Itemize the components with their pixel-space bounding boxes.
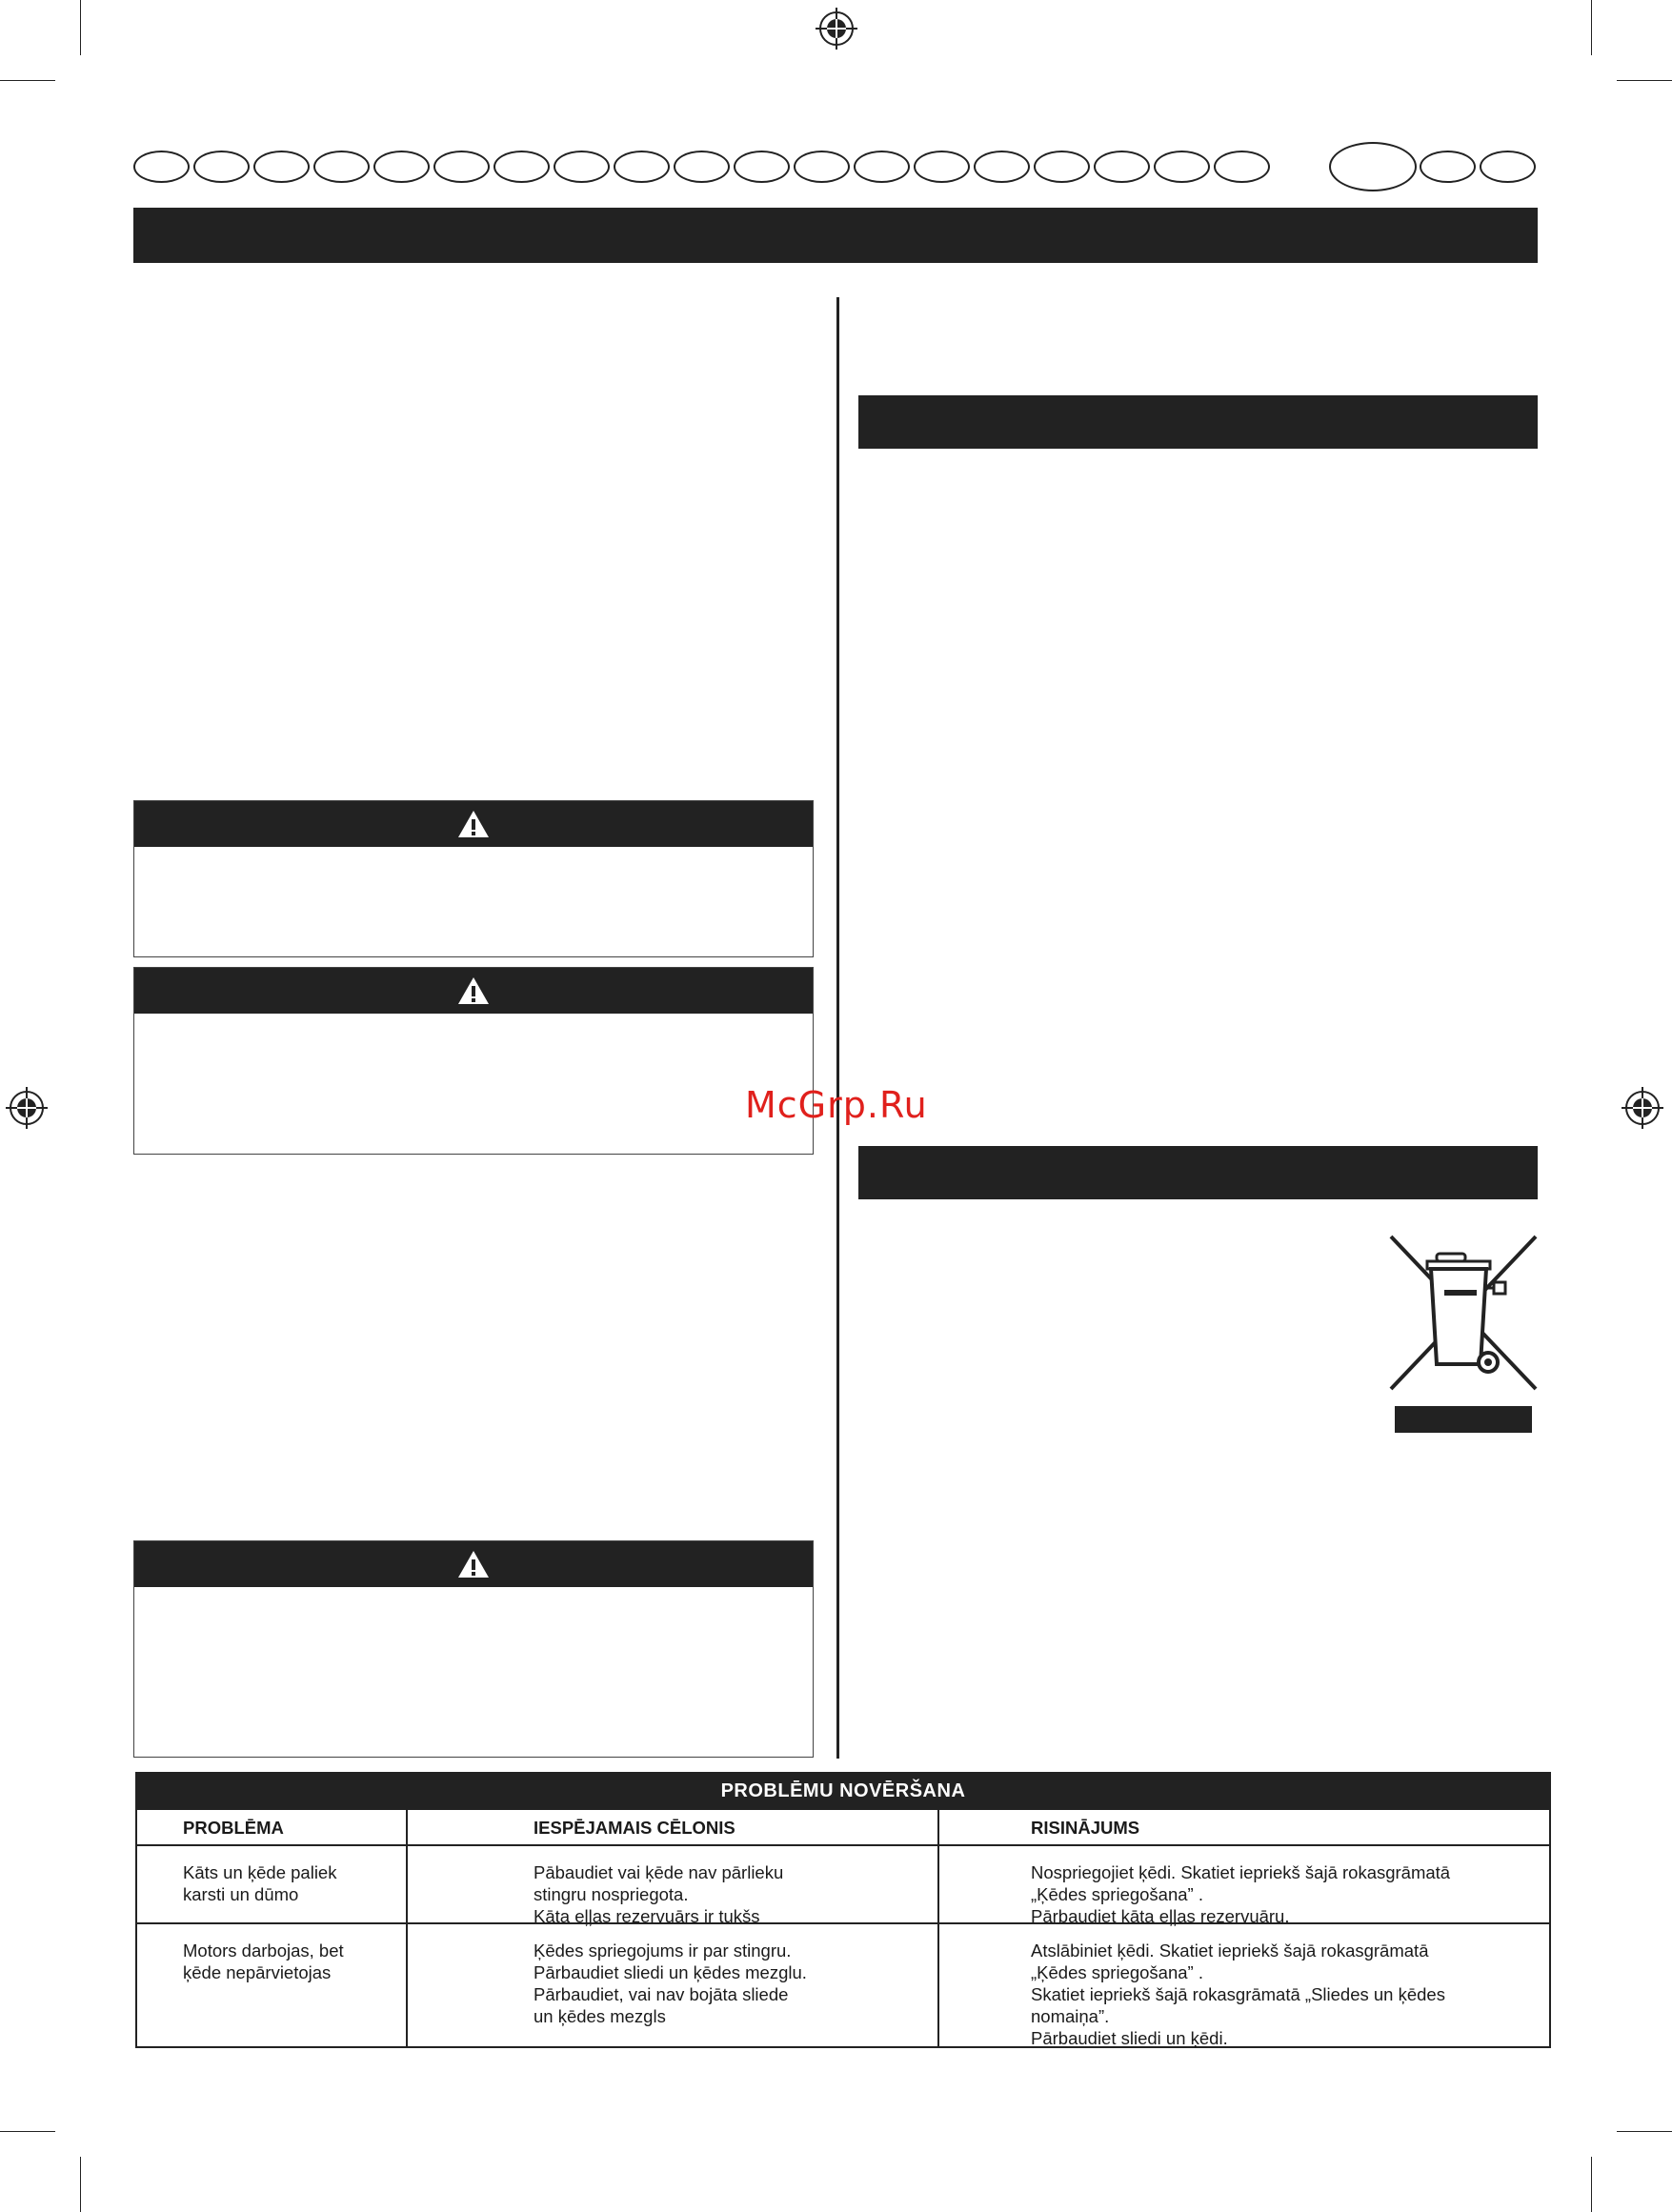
column-header-solution: RISINĀJUMS — [937, 1810, 1549, 1844]
warning-triangle-icon — [456, 1549, 491, 1579]
cell-line: karsti un dūmo — [183, 1884, 299, 1904]
cell-line: Pārbaudiet kāta eļļas rezervuāru. — [1031, 1906, 1290, 1926]
language-tab[interactable] — [974, 151, 1030, 183]
registration-mark-icon — [6, 1087, 48, 1129]
crop-mark — [1591, 0, 1592, 55]
table-row — [137, 1922, 1549, 2046]
cell-line: ķēde nepārvietojas — [183, 1962, 332, 1982]
solution-cell — [937, 1846, 1549, 1926]
crop-mark — [0, 2131, 55, 2132]
cell-line: un ķēdes mezgls — [534, 2006, 666, 2026]
warning-header — [134, 968, 813, 1014]
problem-cell — [137, 1846, 406, 1922]
warning-header — [134, 801, 813, 847]
crop-mark — [1617, 2131, 1672, 2132]
problem-cell — [137, 1924, 406, 2046]
warning-header — [134, 1541, 813, 1587]
column-divider — [836, 297, 839, 1759]
language-tab[interactable] — [433, 151, 490, 183]
cell-line: Kāta eļļas rezervuārs ir tukšs — [534, 1906, 760, 1926]
crossed-out-wheelie-bin-icon — [1389, 1235, 1538, 1437]
cell-line: „Ķēdes spriegošana” . — [1031, 1884, 1203, 1904]
cell-line: „Ķēdes spriegošana” . — [1031, 1962, 1203, 1982]
language-tabs — [133, 149, 1540, 187]
cell-line: Ķēdes spriegojums ir par stingru. — [534, 1941, 792, 1961]
column-header-problem: PROBLĒMA — [183, 1817, 284, 1838]
language-tab[interactable] — [313, 151, 370, 183]
registration-mark-icon — [816, 8, 857, 50]
cell-line: Pārbaudiet sliedi un ķēdes mezglu. — [534, 1962, 807, 1982]
section-header-bar — [858, 395, 1538, 449]
crop-mark — [80, 0, 81, 55]
language-tab[interactable] — [1154, 151, 1210, 183]
cell-line: Nospriegojiet ķēdi. Skatiet iepriekš šajā rokasgrāmatā — [1031, 1862, 1451, 1882]
language-tab[interactable] — [614, 151, 670, 183]
page-header-bar — [133, 208, 1538, 263]
language-tab[interactable] — [1214, 151, 1270, 183]
language-tab[interactable] — [193, 151, 250, 183]
table-row — [137, 1844, 1549, 1926]
column-header-cause: IESPĒJAMAIS CĒLONIS — [406, 1810, 937, 1844]
watermark: McGrp.Ru — [745, 1084, 928, 1126]
cell-line: Atslābiniet ķēdi. Skatiet iepriekš šajā rokasgrāmatā — [1031, 1941, 1429, 1961]
language-tab[interactable] — [373, 151, 430, 183]
cell-line: Skatiet iepriekš šajā rokasgrāmatā „Sliedes un ķēdes — [1031, 1984, 1445, 2004]
crop-mark — [1617, 80, 1672, 81]
language-tab[interactable] — [1480, 151, 1536, 183]
language-tab[interactable] — [734, 151, 790, 183]
warning-box — [133, 800, 814, 957]
warning-triangle-icon — [456, 809, 491, 839]
cell-line: nomaiņa”. — [1031, 2006, 1110, 2026]
crop-mark — [80, 2157, 81, 2212]
language-tab[interactable] — [1034, 151, 1090, 183]
language-tab[interactable] — [1420, 151, 1476, 183]
cell-line: Kāts un ķēde paliek — [183, 1862, 337, 1882]
warning-triangle-icon — [456, 975, 491, 1006]
warning-box — [133, 967, 814, 1155]
cause-cell — [406, 1846, 937, 1926]
cell-line: stingru nospriegota. — [534, 1884, 689, 1904]
language-tab[interactable] — [133, 151, 190, 183]
section-header-bar — [858, 1146, 1538, 1199]
language-tab-active[interactable] — [1329, 142, 1417, 191]
language-tab[interactable] — [674, 151, 730, 183]
language-tab[interactable] — [494, 151, 550, 183]
crop-mark — [0, 80, 55, 81]
registration-mark-icon — [1622, 1087, 1663, 1129]
language-tab[interactable] — [914, 151, 970, 183]
troubleshooting-title: PROBLĒMU NOVĒRŠANA — [137, 1774, 1549, 1808]
solution-cell — [937, 1924, 1549, 2046]
table-header-row — [137, 1808, 1549, 1844]
cell-line: Pābaudiet vai ķēde nav pārlieku — [534, 1862, 784, 1882]
language-tab[interactable] — [794, 151, 850, 183]
cell-line: Pārbaudiet, vai nav bojāta sliede — [534, 1984, 789, 2004]
language-tab[interactable] — [854, 151, 910, 183]
language-tab[interactable] — [554, 151, 610, 183]
language-tab[interactable] — [253, 151, 310, 183]
cell-line: Pārbaudiet sliedi un ķēdi. — [1031, 2028, 1228, 2048]
crop-mark — [1591, 2157, 1592, 2212]
cell-line: Motors darbojas, bet — [183, 1941, 344, 1961]
warning-box — [133, 1540, 814, 1758]
cause-cell — [406, 1924, 937, 2046]
language-tab[interactable] — [1094, 151, 1150, 183]
troubleshooting-table — [135, 1772, 1551, 2048]
